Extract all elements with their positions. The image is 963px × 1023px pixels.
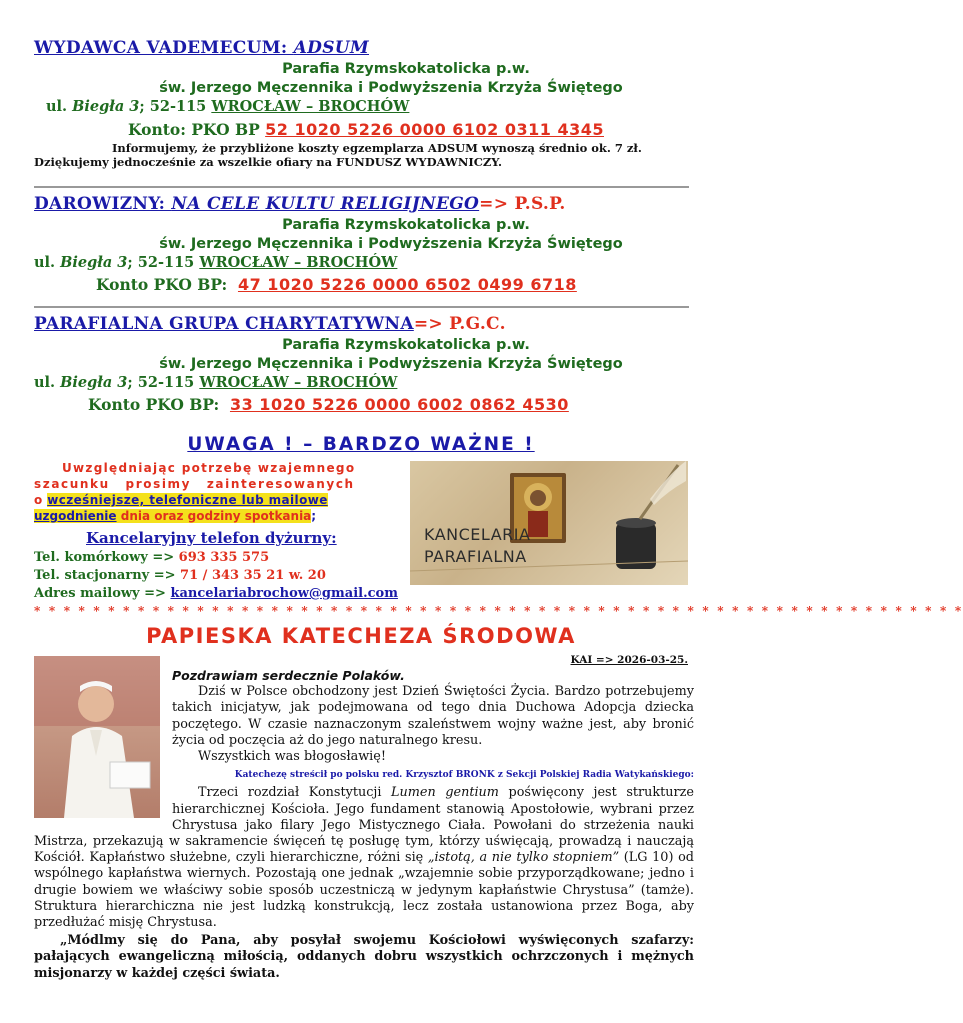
account-label: Konto PKO BP: bbox=[88, 395, 220, 414]
charity-section bbox=[0, 314, 722, 414]
donations-title-tail: => P.S.P. bbox=[479, 194, 566, 214]
notice-line-4-b: dnia oraz godziny spotkania bbox=[116, 509, 312, 523]
notice-line-4 bbox=[34, 509, 402, 523]
address-street: Biegła 3 bbox=[72, 98, 140, 115]
phone-title: Kancelaryjny telefon dyżurny: bbox=[86, 529, 337, 547]
paragraph-1: Dziś w Polsce obchodzony jest Dzień Świętości Życia. Bardzo potrzebujemy takich inicjatyw, jak podejmowana od tego dnia Duchowa Adopcja dziecka poczętego. W czasie naznaczonym szaleństwem wojny ważne jest, aby bronić życia od poczęcia aż do jego naturalnego kresu. bbox=[172, 684, 694, 748]
donations-title bbox=[34, 194, 722, 214]
paragraph-3-c: (LG 10) od wspólnego kapłaństwa wiernych. Pozostają one jednak „wzajemnie sobie przyporządkowane; jedno i drugie bowiem we właściwy sobie sposób uczestniczą w jedynym kapłaństwie Chrystusa” (tamże). Struktura hierarchiczna nie jest ludzką konstrukcją, lecz została ustanowiona przez Boga, aby przedłużać misję Chrystusa. bbox=[34, 850, 694, 931]
star-divider: * * * * * * * * * * * * * * * * * * * * * * * * * * * * * * * * * * * * * * * * * * * * * * * * * * * * * * * * * * * * * * * bbox=[34, 604, 963, 618]
catechesis-body bbox=[34, 668, 694, 982]
greeting: Pozdrawiam serdecznie Polaków. bbox=[172, 668, 405, 683]
address-city: WROCŁAW – BROCHÓW bbox=[199, 254, 398, 271]
paragraph-3-a: Trzeci rozdział Konstytucji bbox=[198, 785, 392, 801]
parish-line-2: św. Jerzego Męczennika i Podwyższenia Krzyża Świętego bbox=[159, 236, 623, 252]
photo-spacer bbox=[34, 668, 172, 818]
account-line bbox=[128, 120, 722, 139]
charity-title-lead: PARAFIALNA GRUPA CHARYTATYWNA bbox=[34, 314, 414, 334]
notice-line-1: Uwzględniając potrzebę wzajemnego bbox=[62, 461, 356, 475]
address-ul: ul. bbox=[34, 374, 61, 391]
kai-date: KAI => 2026-03-25. bbox=[570, 654, 688, 666]
account-label: Konto PKO BP: bbox=[96, 275, 228, 294]
parish-line-1: Parafia Rzymskokatolicka p.w. bbox=[282, 217, 530, 233]
address-ul: ul. bbox=[34, 254, 61, 271]
landline-label: Tel. stacjonarny => bbox=[34, 568, 181, 583]
paragraph-2: Wszystkich was błogosławię! bbox=[198, 749, 386, 765]
donations-section bbox=[0, 194, 722, 294]
notice-text bbox=[34, 461, 402, 601]
address bbox=[34, 374, 722, 391]
charity-title-tail: => P.G.C. bbox=[413, 314, 506, 334]
notice-line-3-a: o bbox=[34, 493, 48, 507]
email-link[interactable]: kancelariabrochow@gmail.com bbox=[170, 586, 398, 601]
address-zip: ; 52-115 bbox=[127, 374, 200, 391]
notice-line-3 bbox=[34, 493, 402, 507]
divider bbox=[34, 306, 689, 308]
account-line bbox=[88, 395, 722, 414]
account-number: 33 1020 5226 0000 6002 0862 4530 bbox=[229, 395, 569, 414]
publisher-section bbox=[0, 38, 722, 169]
account-number: 52 1020 5226 0000 6102 0311 4345 bbox=[265, 120, 604, 139]
landline-line bbox=[34, 568, 402, 583]
account-label: Konto: PKO BP bbox=[128, 120, 266, 139]
notice-line-4-a: uzgodnienie bbox=[34, 509, 117, 523]
address-ul: ul. bbox=[46, 98, 73, 115]
notice-line-4-c: ; bbox=[311, 509, 317, 523]
address bbox=[34, 254, 722, 271]
parish-line-2: św. Jerzego Męczennika i Podwyższenia Krzyża Świętego bbox=[159, 80, 623, 96]
kancelaria-text-2: PARAFIALNA bbox=[424, 547, 527, 566]
address-zip: ; 52-115 bbox=[127, 254, 200, 271]
mobile-label: Tel. komórkowy => bbox=[34, 550, 179, 565]
address-city: WROCŁAW – BROCHÓW bbox=[199, 374, 398, 391]
kancelaria-image bbox=[410, 461, 688, 585]
account-number: 47 1020 5226 0000 6502 0499 6718 bbox=[237, 275, 577, 294]
translator-credit: Katechezę streścił po polsku red. Krzysztof BRONK z Sekcji Polskiej Radia Watykańskiego: bbox=[234, 770, 694, 781]
notice-title: UWAGA ! – BARDZO WAŻNE ! bbox=[187, 434, 535, 455]
account-line bbox=[96, 275, 722, 294]
notice-line-2: szacunku prosimy zainteresowanych bbox=[34, 477, 355, 491]
charity-title bbox=[34, 314, 722, 334]
address-street: Biegła 3 bbox=[60, 374, 128, 391]
catechesis-title: PAPIESKA KATECHEZA ŚRODOWA bbox=[146, 624, 576, 648]
paragraph-3-title: Lumen gentium bbox=[391, 785, 499, 801]
paragraph-3-b: poświęcony jest strukturze hierarchicznej Kościoła. Jego fundament stanowią Apostołowie, wybrani przez Chrystusa jako filary Jego Mistycznego Ciała. Powołani do strzeżenia nauki Mistrza, przekazują w sakramencie święceń tę posługę tym, którzy uświęcają, prowadzą i nauczają Kościół. Kapłaństwo służebne, czyli hierarchiczne, różni się bbox=[34, 785, 694, 866]
prayer: „Módlmy się do Pana, aby posyłał swojemu Kościołowi wyświęconych szafarzy: pałających ewangeliczną miłością, oddanych dobru wszystkich ochrzczonych i mężnych misjonarzy w każdej części świata. bbox=[34, 933, 694, 981]
cost-note: Informujemy, że przybliżone koszty egzemplarza ADSUM wynoszą średnio ok. 7 zł. bbox=[112, 141, 642, 155]
publisher-title-lead: WYDAWCA VADEMECUM: bbox=[34, 38, 294, 58]
address-street: Biegła 3 bbox=[60, 254, 128, 271]
publisher-title-name: ADSUM bbox=[293, 38, 370, 58]
kancelaria-illustration bbox=[410, 461, 688, 585]
donations-title-lead: DAROWIZNY: bbox=[34, 194, 172, 214]
email-line bbox=[34, 586, 402, 601]
parish-line-2: św. Jerzego Męczennika i Podwyższenia Krzyża Świętego bbox=[159, 356, 623, 372]
thanks-note: Dziękujemy jednocześnie za wszelkie ofiary na FUNDUSZ WYDAWNICZY. bbox=[34, 155, 502, 169]
paragraph-3-quote: „istotą, a nie tylko stopniem” bbox=[427, 850, 620, 866]
kancelaria-text-1: KANCELARIA bbox=[424, 525, 531, 544]
parish-line-1: Parafia Rzymskokatolicka p.w. bbox=[282, 61, 530, 77]
parish-line-1: Parafia Rzymskokatolicka p.w. bbox=[282, 337, 530, 353]
divider bbox=[34, 186, 689, 188]
address bbox=[46, 98, 722, 115]
mobile-number: 693 335 575 bbox=[178, 550, 270, 565]
landline-number: 71 / 343 35 21 w. 20 bbox=[180, 568, 326, 583]
mobile-line bbox=[34, 550, 402, 565]
address-city: WROCŁAW – BROCHÓW bbox=[211, 98, 410, 115]
address-zip: ; 52-115 bbox=[139, 98, 212, 115]
donations-title-purpose: NA CELE KULTU RELIGIJNEGO bbox=[171, 194, 480, 214]
publisher-title bbox=[34, 38, 722, 58]
email-label: Adres mailowy => bbox=[34, 586, 171, 601]
notice-line-3-b: wcześniejsze, telefoniczne lub mailowe bbox=[47, 493, 328, 507]
